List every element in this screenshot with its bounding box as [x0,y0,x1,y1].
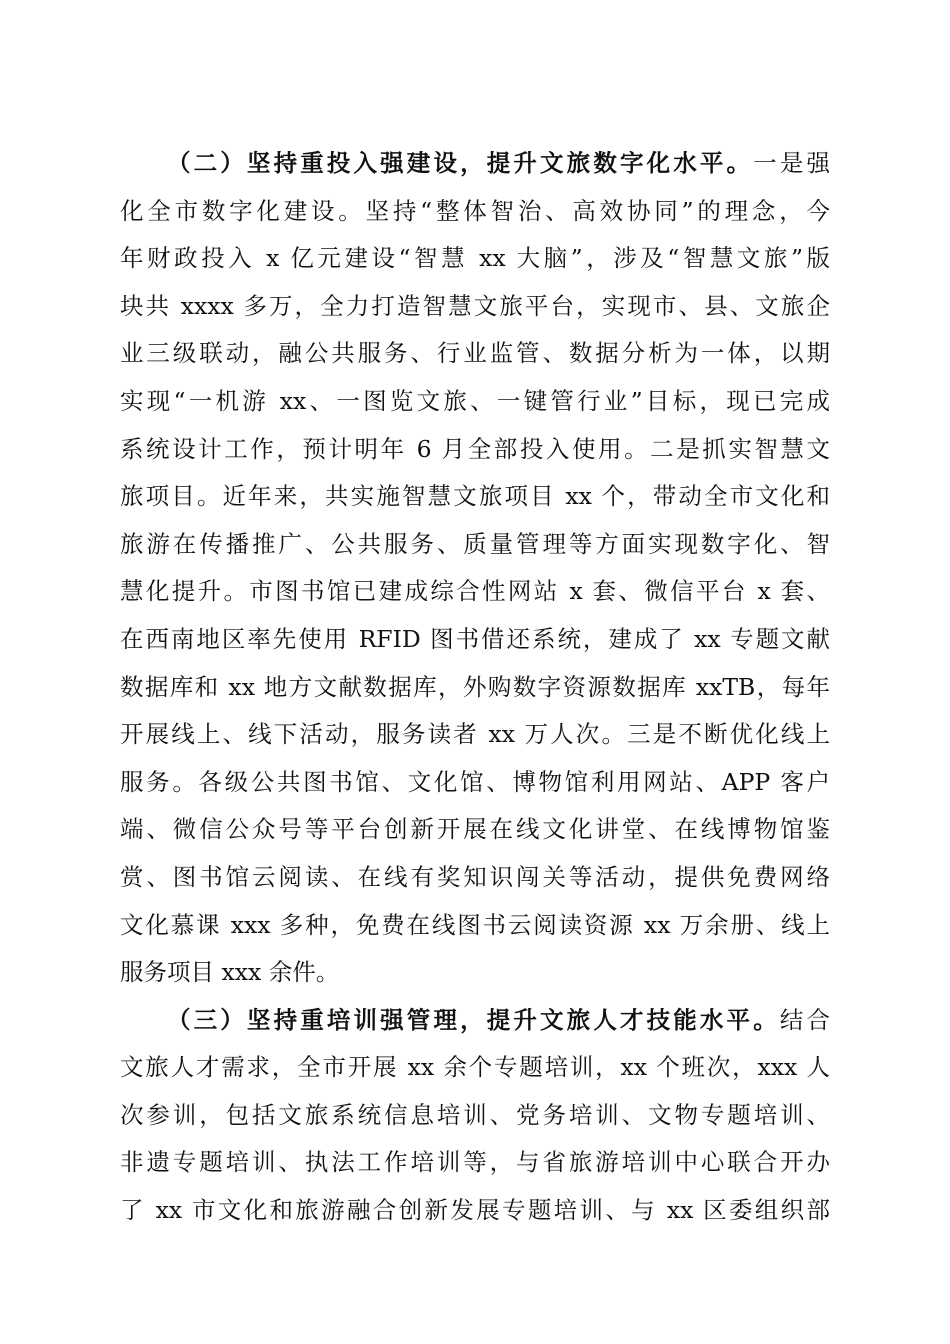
paragraph-line: 业三级联动，融公共服务、行业监管、数据分析为一体，以期 [120,339,830,368]
paragraph-line: 在西南地区率先使用 RFID 图书借还系统，建成了 xx 专题文献 [120,624,830,653]
paragraph-line: 次参训，包括文旅系统信息培训、党务培训、文物专题培训、 [120,1100,830,1129]
paragraph-line: 赏、图书馆云阅读、在线有奖知识闯关等活动，提供免费网络 [120,862,830,891]
paragraph-line: 块共 xxxx 多万，全力打造智慧文旅平台，实现市、县、文旅企 [120,291,830,320]
section-heading: （三）坚持重培训强管理，提升文旅人才技能水平。 [167,1005,780,1034]
paragraph-line: 开展线上、线下活动，服务读者 xx 万人次。三是不断优化线上 [120,720,830,749]
document-body [120,140,830,1235]
paragraph-line: 慧化提升。市图书馆已建成综合性网站 x 套、微信平台 x 套、 [120,577,830,606]
paragraph-line: 旅项目。近年来，共实施智慧文旅项目 xx 个，带动全市文化和 [120,482,830,511]
paragraph-text: 一是强 [753,149,830,177]
paragraph-line: 服务。各级公共图书馆、文化馆、博物馆利用网站、APP 客户 [120,767,830,796]
paragraph-line: 了 xx 市文化和旅游融合创新发展专题培训、与 xx 区委组织部 [120,1196,830,1225]
paragraph-line: 端、微信公众号等平台创新开展在线文化讲堂、在线博物馆鉴 [120,815,830,844]
paragraph-line: 实现“一机游 xx、一图览文旅、一键管行业”目标，现已完成 [120,386,830,415]
paragraph-text: 结合 [779,1005,830,1034]
paragraph-line [120,997,830,1045]
paragraph-line: 系统设计工作，预计明年 6 月全部投入使用。二是抓实智慧文 [120,434,830,463]
paragraph-line: 化全市数字化建设。坚持“整体智治、高效协同”的理念，今 [120,196,830,225]
section-heading: （二）坚持重投入强建设，提升文旅数字化水平。 [167,149,754,177]
paragraph-line: 文旅人才需求，全市开展 xx 余个专题培训，xx 个班次，xxx 人 [120,1053,830,1082]
paragraph-line: 非遗专题培训、执法工作培训等，与省旅游培训中心联合开办 [120,1148,830,1177]
paragraph-line: 文化慕课 xxx 多种，免费在线图书云阅读资源 xx 万余册、线上 [120,910,830,939]
paragraph-line: 服务项目 xxx 余件。 [120,958,340,987]
paragraph-line [120,140,830,188]
paragraph-line: 数据库和 xx 地方文献数据库，外购数字资源数据库 xxTB，每年 [120,672,830,701]
paragraph-line: 旅游在传播推广、公共服务、质量管理等方面实现数字化、智 [120,529,830,558]
paragraph-line: 年财政投入 x 亿元建设“智慧 xx 大脑”，涉及“智慧文旅”版 [120,244,830,273]
